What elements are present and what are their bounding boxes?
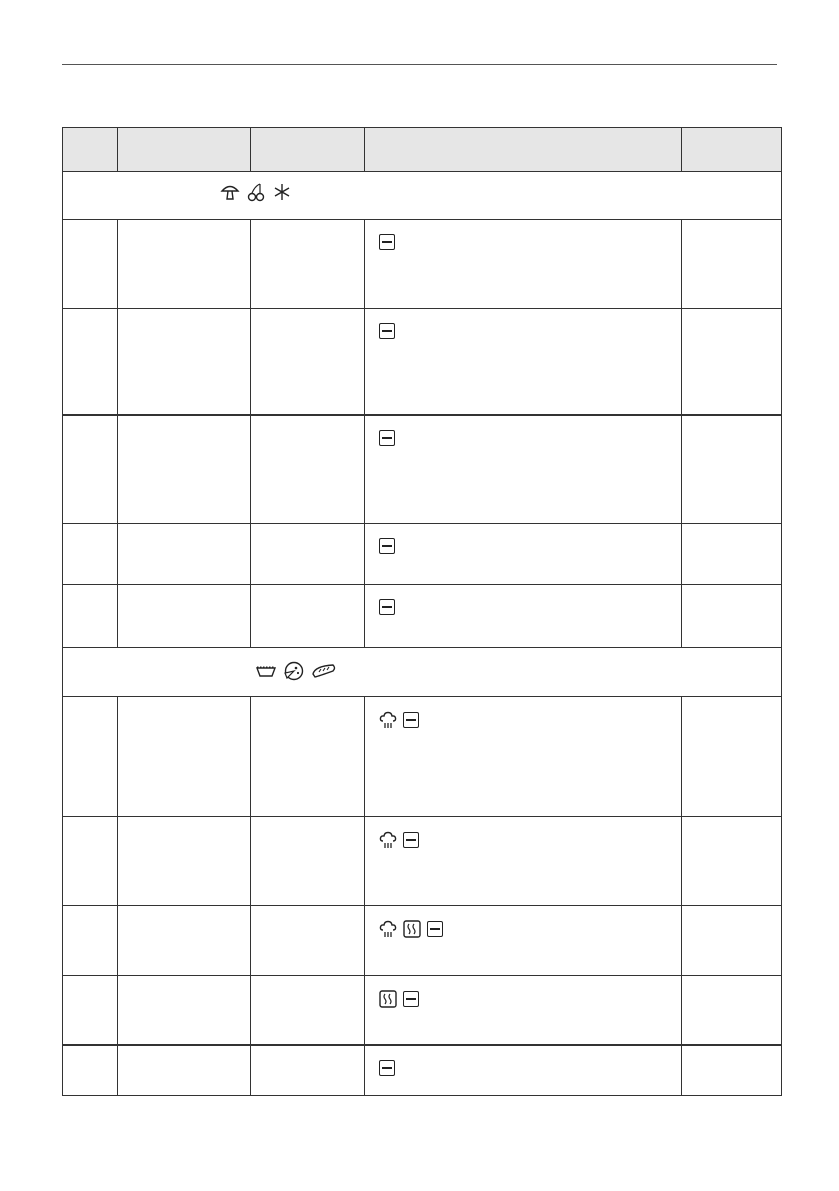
mushroom-icon	[220, 182, 240, 202]
bottom-heat-icon	[379, 234, 395, 250]
header-cell-5	[682, 128, 781, 171]
steam-icon	[379, 831, 397, 849]
header-cell-3	[251, 128, 365, 171]
table-row	[62, 976, 782, 1046]
table-header-row	[62, 127, 782, 172]
steam-icon	[379, 711, 397, 729]
header-cell-2	[118, 128, 251, 171]
table-row	[62, 524, 782, 585]
cake-tin-icon	[255, 662, 277, 680]
snowflake-icon	[272, 182, 292, 202]
data-table	[62, 127, 782, 1096]
bottom-heat-icon	[403, 832, 419, 848]
section-row-baked-dishes	[62, 648, 782, 697]
table-row	[62, 1046, 782, 1096]
bottom-heat-icon	[379, 430, 395, 446]
grill-icon	[403, 920, 421, 938]
grill-icon	[379, 990, 397, 1008]
table-row	[62, 817, 782, 906]
steam-icon	[379, 920, 397, 938]
bottom-heat-icon	[379, 599, 395, 615]
table-row	[62, 416, 782, 524]
pizza-slice-icon	[283, 660, 305, 682]
header-cell-4	[365, 128, 682, 171]
bottom-heat-icon	[379, 538, 395, 554]
header-cell-1	[63, 128, 118, 171]
table-row	[62, 309, 782, 416]
bottom-heat-icon	[403, 991, 419, 1007]
section-icons	[255, 660, 337, 682]
bottom-heat-icon	[403, 712, 419, 728]
section-row-vegetables	[62, 172, 782, 220]
table-row	[62, 697, 782, 817]
cherries-icon	[246, 182, 266, 202]
table-row	[62, 220, 782, 309]
bottom-heat-icon	[427, 921, 443, 937]
table-row	[62, 585, 782, 648]
top-rule	[62, 64, 777, 65]
bottom-heat-icon	[379, 1060, 395, 1076]
table-row	[62, 906, 782, 976]
section-icons	[220, 182, 292, 202]
bottom-heat-icon	[379, 323, 395, 339]
baguette-icon	[311, 662, 337, 680]
